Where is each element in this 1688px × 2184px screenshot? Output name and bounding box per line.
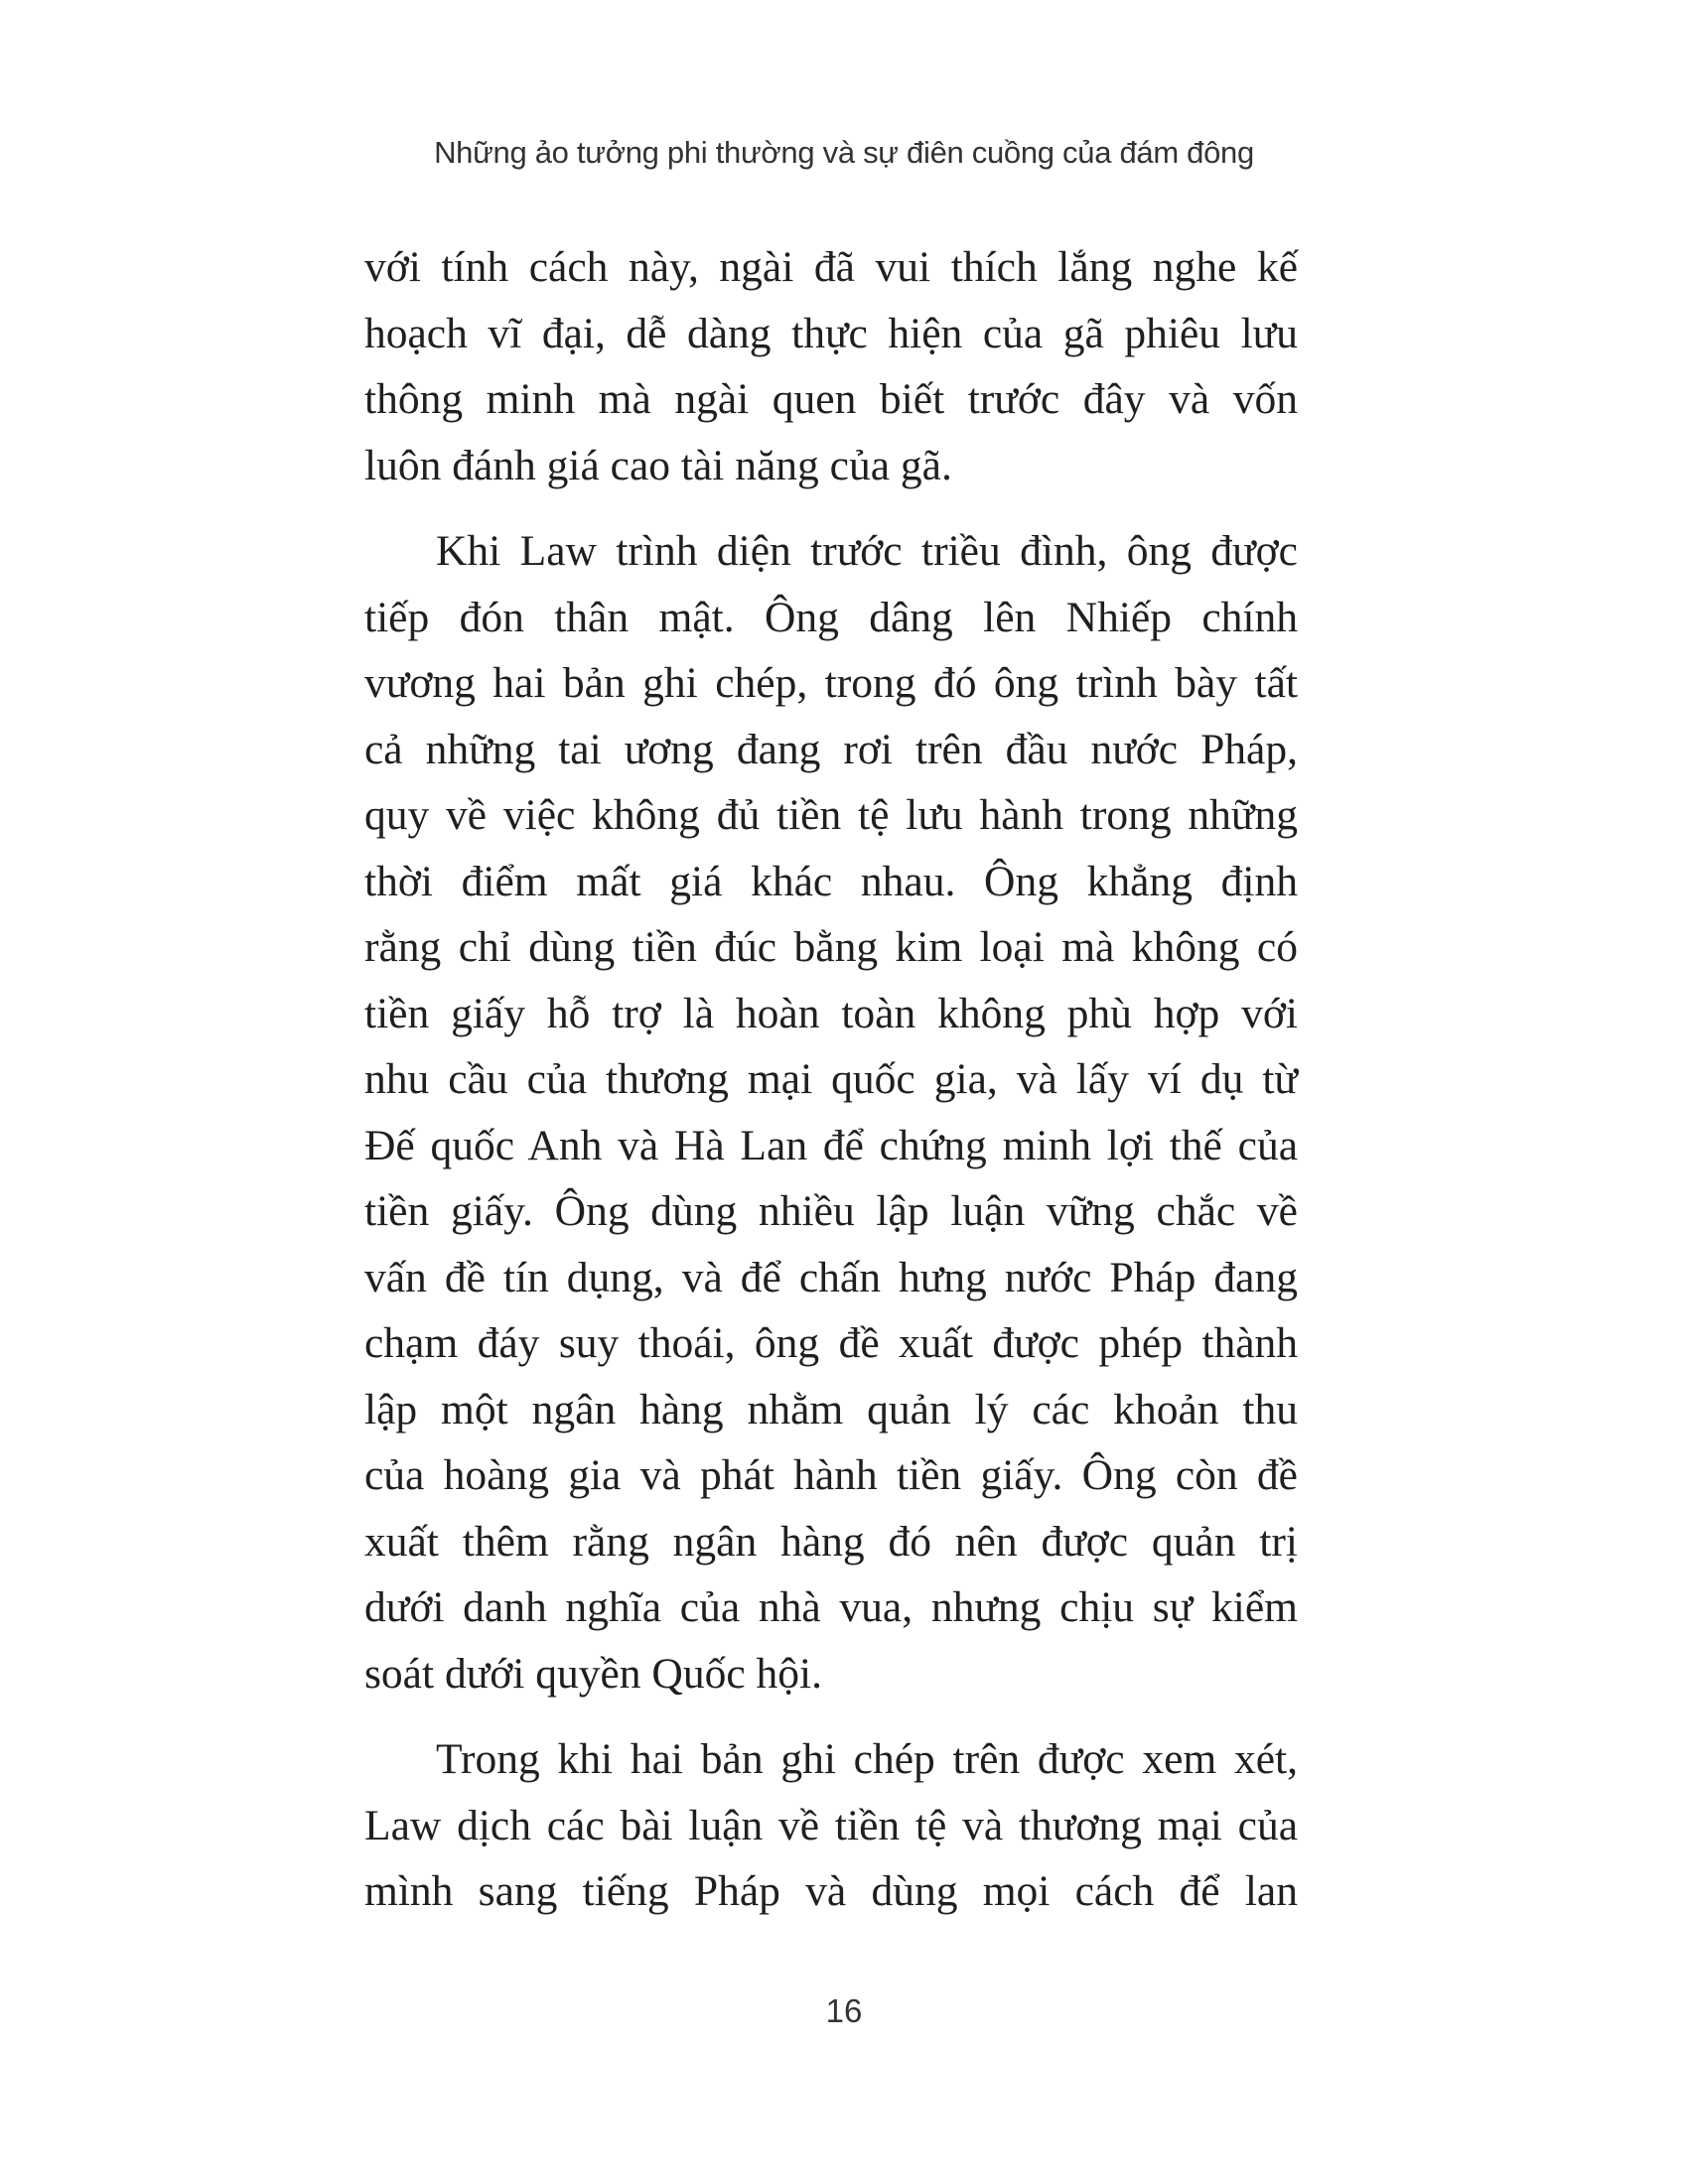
text-line: mình sang tiếng Pháp và dùng mọi cách để lan xyxy=(364,1867,1298,1915)
text-line: vấn đề tín dụng, và để chấn hưng nước Pháp đang xyxy=(364,1253,1298,1301)
text-line: vương hai bản ghi chép, trong đó ông trình bày tất xyxy=(364,659,1298,707)
text-line: Trong khi hai bản ghi chép trên được xem xét, xyxy=(436,1735,1298,1783)
paragraph-1 xyxy=(364,234,1298,498)
text-line: hoạch vĩ đại, dễ dàng thực hiện của gã phiêu lưu xyxy=(364,309,1298,357)
text-line: lập một ngân hàng nhằm quản lý các khoản thu xyxy=(364,1385,1298,1433)
text-line: Đế quốc Anh và Hà Lan để chứng minh lợi thế của xyxy=(364,1121,1298,1169)
text-line: tiếp đón thân mật. Ông dâng lên Nhiếp chính xyxy=(364,593,1298,641)
text-line: thông minh mà ngài quen biết trước đây và vốn xyxy=(364,375,1298,423)
text-line: dưới danh nghĩa của nhà vua, nhưng chịu sự kiểm xyxy=(364,1583,1298,1631)
page-body xyxy=(364,234,1298,1925)
text-line: quy về việc không đủ tiền tệ lưu hành trong những xyxy=(364,791,1298,839)
text-line: Khi Law trình diện trước triều đình, ông được xyxy=(436,527,1298,575)
text-line: với tính cách này, ngài đã vui thích lắng nghe kế xyxy=(364,243,1298,291)
text-line: cả những tai ương đang rơi trên đầu nước Pháp, xyxy=(364,725,1298,773)
text-line: soát dưới quyền Quốc hội. xyxy=(364,1649,822,1698)
text-line: xuất thêm rằng ngân hàng đó nên được quản trị xyxy=(364,1517,1298,1566)
text-line: của hoàng gia và phát hành tiền giấy. Ông còn đề xyxy=(364,1451,1298,1499)
paragraph-3 xyxy=(364,1726,1298,1925)
text-line: Law dịch các bài luận về tiền tệ và thương mại của xyxy=(364,1801,1298,1849)
running-header-title: Những ảo tưởng phi thường và sự điên cuồng của đám đông xyxy=(434,135,1254,170)
text-line: chạm đáy suy thoái, ông đề xuất được phép thành xyxy=(364,1319,1298,1367)
text-line: luôn đánh giá cao tài năng của gã. xyxy=(364,441,952,489)
page-number: 16 xyxy=(825,1992,863,2029)
paragraph-2 xyxy=(364,518,1298,1706)
text-line: thời điểm mất giá khác nhau. Ông khẳng định xyxy=(364,857,1298,905)
text-line: rằng chỉ dùng tiền đúc bằng kim loại mà không có xyxy=(364,923,1298,971)
text-line: tiền giấy hỗ trợ là hoàn toàn không phù hợp với xyxy=(364,989,1298,1037)
text-line: nhu cầu của thương mại quốc gia, và lấy ví dụ từ xyxy=(364,1055,1298,1103)
text-line: tiền giấy. Ông dùng nhiều lập luận vững chắc về xyxy=(364,1187,1298,1235)
